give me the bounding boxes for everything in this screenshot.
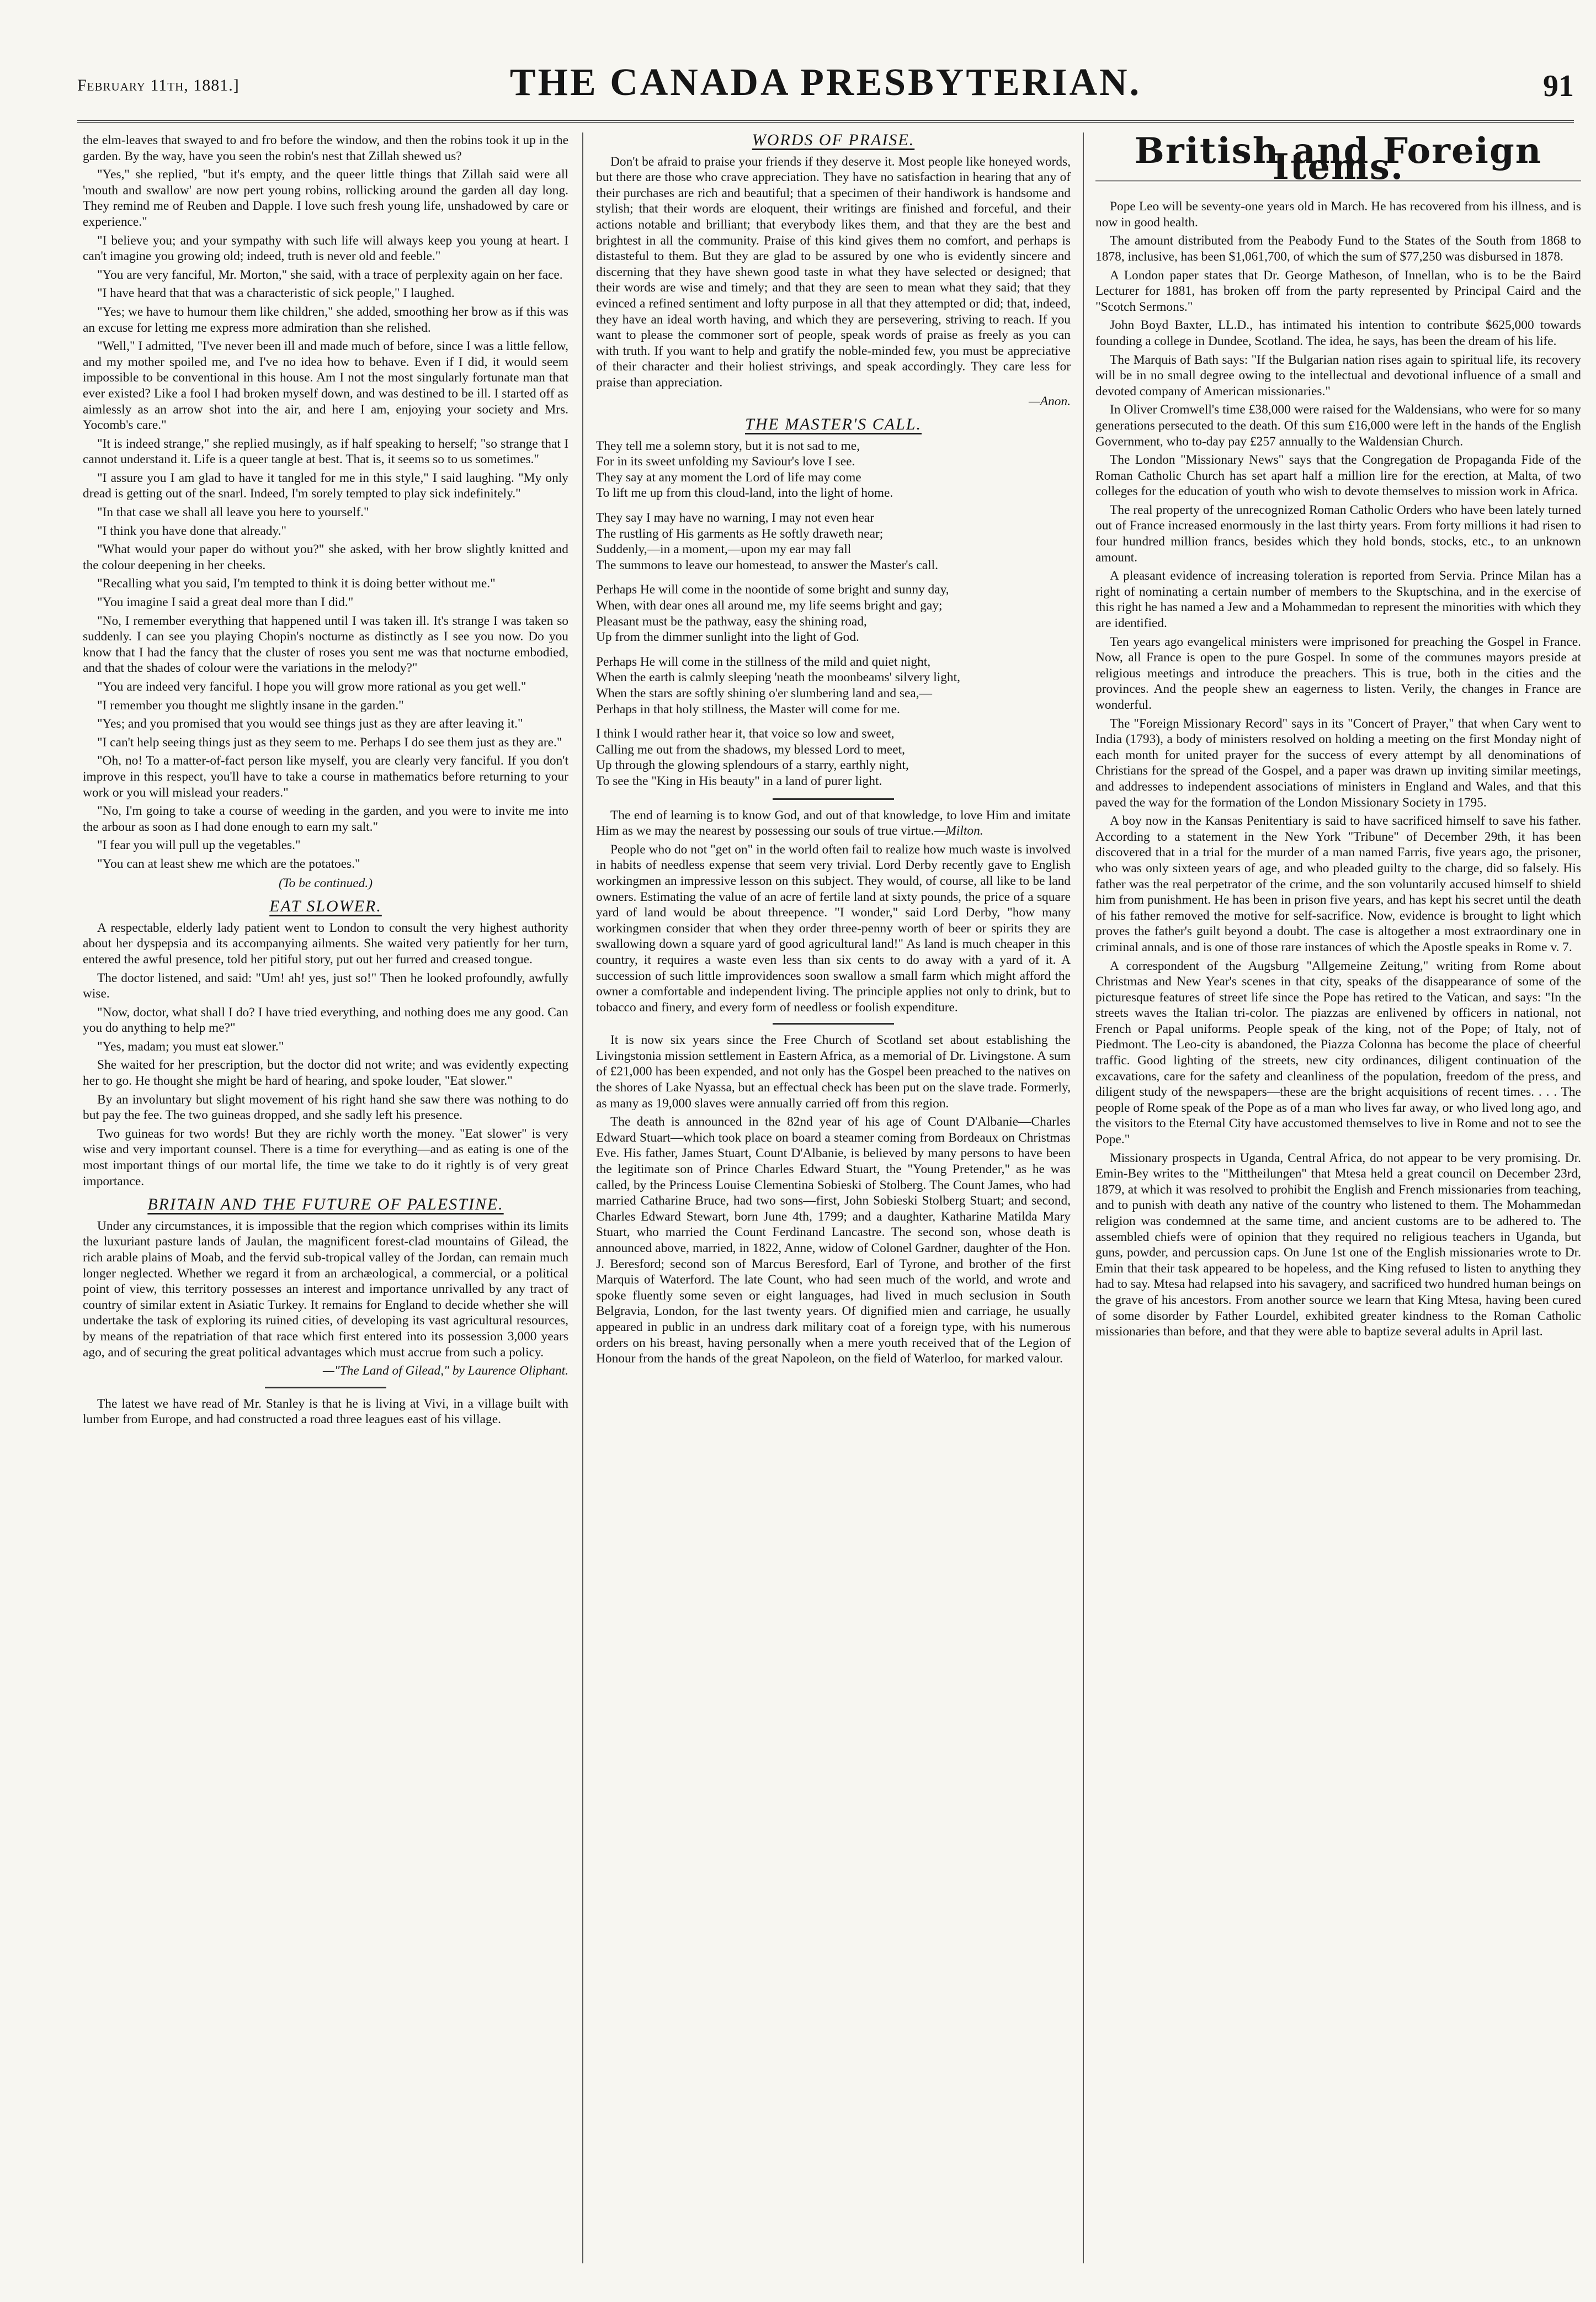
masters-call-heading: THE MASTER'S CALL. [745, 415, 922, 434]
news-item: A boy now in the Kansas Penitentiary is said to have sacrificed himself to save his father. According to a statement in the New York "Tribune" of December 29th, it has been discovered that in a trial for the murder of a man named Farris, five years ago, the prisoner, who was only sixteen years of age, and who pleaded guilty to the charge, did so falsely. His father was the real perpetrator of the crime, and the son voluntarily accused himself to shield him from punishment. He has been in prison five years, and has kept his secret until the death of his father removed the motive for self-sacrifice. Now, evidence is brought to light which proves the father's guilt beyond a doubt. The case is altogether a most extraordinary one in criminal annals, and is one of those rare instances of which the Apostle speaks in Rome v. 7. [1095, 814, 1581, 954]
story-paragraph: "Well," I admitted, "I've never been ill and made much of before, since I was a little fellow, and my mother spoiled me, and I've no idea how to behave. Even if I did, it would seem impossible to be conventional in this house. Am I not the most singularly fortunate man that ever existed? Like a fool I had broken myself down, and was destined to be ill. I started off as aimlessly as an arrow shot into the air, and here I am, enjoying your society and Mrs. Yocomb's care." [83, 339, 568, 433]
section-rule [773, 798, 894, 800]
article-paragraph: Two guineas for two words! But they are richly worth the money. "Eat slower" is very wise and very important counsel. There is a time for everything—and as eating is one of the most important things of our mortal life, the time we take to do it rightly is of very great importance. [83, 1126, 568, 1189]
news-item: John Boyd Baxter, LL.D., has intimated his intention to contribute $625,000 towards founding a college in Dundee, Scotland. The idea, he says, has been the dream of his life. [1095, 318, 1581, 348]
story-paragraph: "Yes; we have to humour them like children," she added, smoothing her brow as if this was an excuse for letting me express more admiration than she relished. [83, 304, 568, 335]
article-paragraph: A respectable, elderly lady patient went to London to consult the very highest authority about her dyspepsia and its accompanying ailments. She waited very patiently for her turn, entered the awful presence, told her pitiful story, put out her furred and creased tongue. [83, 920, 568, 967]
news-item: Missionary prospects in Uganda, Central Africa, do not appear to be very promising. Dr. Emin-Bey writes to the "Mittheilungen" that Mtesa held a great council on December 23rd, 1879, at which it was resolved to prohibit the English and French missionaries from teaching, and to punish with death any native of the country who listened to them. The Mohammedan religion was condemned at the same time, and ancient customs are to be adhered to. The assembled chiefs were of opinion that they required no religious teachers in Uganda, but guns, powder, and percussion caps. On June 1st one of the English missionaries wrote to Dr. Emin that their task appeared to be hopeless, and the King refused to listen to anything they had to say. Mtesa had relapsed into his savagery, and sacrificed two hundred human beings on the grave of his ancestors. From another source we learn that King Mtesa, having been cured of some disorder by Father Lourdel, exhibited greater kindness to the Roman Catholic missionaries than before, and that they were able to baptize several adults in April last. [1095, 1150, 1581, 1339]
story-paragraph: "I have heard that that was a characteristic of sick people," I laughed. [97, 286, 455, 301]
story-paragraph: "No, I remember everything that happened until I was taken ill. It's strange I was taken so suddenly. I can see you playing Chopin's nocturne as distinctly as I see you now. Do you know that I had the fancy that the cluster of roses you sent me was that nocturne embodied, and that the shades of colour were the variations in the melody?" [83, 613, 568, 676]
albanie-paragraph: The death is announced in the 82nd year of his age of Count D'Albanie—Charles Edward Stuart—which took place on board a steamer coming from Bordeaux on Christmas Eve. His father, James Stuart, Count D'Albanie, is believed by many persons to have been the legitimate son of Prince Charles Edward Stuart, the "Young Pretender," as he was called, by the Princess Louise Clementina Sobieski of Stolberg. The Count James, who had married Catharine Bruce, had two sons—first, John Sobieski Stolberg Stuart; and second, Charles Edward Stewart, born June 4th, 1799; and a daughter, Katharine Matilda Mary Stuart, who married the Count Ferdinand Lancastre. The second son, whose death is announced above, married, in 1822, Anne, widow of Colonel Gardner, daughter of the Hon. J. Beresford; second son of Marcus Beresford, Earl of Tyrone, and brother of the first Marquis of Waterford. The late Count, who had seen much of the world, and wrote and spoke fluently some seven or eight languages, had lived in much seclusion in South Belgravia, London, for the last twenty years. Of dignified mien and carriage, he usually appeared in public in an undress dark military coat of a foreign type, with his numerous orders on his breast, having personally when a mere youth received that of the Legion of Honour from the hands of the great Napoleon, on the field of Waterloo, for marked valour. [596, 1115, 1071, 1366]
header-rule [77, 120, 1574, 123]
news-item: The London "Missionary News" says that the Congregation de Propaganda Fide of the Roman Catholic Church has set apart half a million lire for the erection, at Malta, of two colleges for the education of youth who wish to devote themselves to mission work in Africa. [1095, 453, 1581, 499]
article-paragraph: The doctor listened, and said: "Um! ah! yes, just so!" Then he looked profoundly, awfully wise. [83, 970, 568, 1001]
issue-date: February 11th, 1881.] [77, 76, 240, 94]
people-paragraph: People who do not "get on" in the world often fail to realize how much waste is involved in habits of needless expense that seem very trivial. Lord Derby recently gave to English workingmen an impressive lesson on this subject. They would, of course, all like to be land owners. Estimating the value of an acre of fertile land at sixty pounds, the price of a square yard of land would be about threepence. "I wonder," said Lord Derby, "how many workingmen consider that when they order three-penny worth of beer or spirits they are swallowing down a square yard of good agricultural land!" As land is much cheaper in this country, it requires a waste even less than six cents to do away with a yard of it. A succession of such little improvidences soon swallow a small farm which might afford the owner a comfortable and independent living. The principle applies not only to drink, but to tobacco and finery, and every form of needless or foolish expenditure. [596, 842, 1071, 1015]
article-paragraph: Under any circumstances, it is impossible that the region which comprises within its limits the luxuriant pasture lands of Jaulan, the magnificent forest-clad mountains of Gilead, the rich arable plains of Moab, and the fervid sub-tropical valley of the Jordan, can remain much longer neglected. Whether we regard it from an archæological, a commercial, or a political point of view, this territory possesses an interest and importance unrivalled by any tract of country of similar extent in Asiatic Turkey. It remains for England to decide whether she will undertake the task of exploring its ruined cities, of developing its vast agricultural resources, by means of the repatriation of that race which first entered into its possession 3,000 years ago, and of securing the great political advantages which must accrue from such a policy. [83, 1218, 568, 1360]
poem-line: They say at any moment the Lord of life may come [596, 470, 861, 485]
section-rule [773, 1023, 894, 1025]
poem-line: To see the "King in His beauty" in a land of purer light. [596, 773, 882, 788]
poem-line: Perhaps He will come in the noontide of some bright and sunny day, [596, 582, 949, 597]
poem-stanza [596, 510, 1071, 573]
story-paragraph: "Oh, no! To a matter-of-fact person like myself, you are clearly very fanciful. If you don't improve in this respect, you'll have to take a course in mathematics before returning to your work or you will mislead your readers." [83, 754, 568, 800]
story-paragraph: "Yes; and you promised that you would see things just as they are after leaving it." [97, 717, 523, 731]
poem-stanza [596, 582, 1071, 645]
story-paragraph: "I think you have done that already." [97, 523, 286, 538]
news-item: The "Foreign Missionary Record" says in its "Concert of Prayer," that when Cary went to India (1793), a body of ministers resolved on holding a meeting on the first Monday night of each month for united prayer for the success of every attempt by all denominations of Christians for the spread of the Gospel, and a paper was drawn up inviting similar meetings, and addresses to independent associations of ministers in England and Wales, and that this paved the way for the formation of the London Missionary Society in 1795. [1095, 716, 1581, 810]
newspaper-title: THE CANADA PRESBYTERIAN. [509, 61, 1142, 104]
learning-quote [596, 808, 1071, 839]
words-of-praise-heading: WORDS OF PRAISE. [752, 132, 915, 149]
page-number: 91 [1543, 69, 1574, 103]
article-paragraph: By an involuntary but slight movement of his right hand she saw there was nothing to do but pay the fee. The two guineas dropped, and she sadly left his presence. [83, 1092, 568, 1123]
article-paragraph: Don't be afraid to praise your friends if they deserve it. Most people like honeyed words, but there are those who crave appreciation. They have no satisfaction in hearing that any of their purchases are rich and beautiful; that a specimen of their handiwork is handsome and stylish; that their words are eloquent, their writings are finished and forceful, and their actions notable and brilliant; that everybody likes them, and that they are the best and brightest in all the community. Praise of this kind gives them no comfort, and perhaps is distasteful to them. But they are glad to be assured by one who is evidently sincere and discerning that they have shewn good taste in what they have selected or designed; that their words are wise and timely; and that they are seen to mean what they said; that they evinced a refined sentiment and lofty purpose in all that they attempted or did; that, indeed, they have an ideal worth having, and which they are persevering, striving to reach. If you want to please the commoner sort of people, speak words of praise as freely as you can with truth. If you want to help and gratify the noble-minded few, you must be appreciative of their character and their holiest strivings, and speak accordingly. They care less for praise than appreciation. [596, 154, 1071, 390]
poem-line: When, with dear ones all around me, my life seems bright and gay; [596, 598, 943, 613]
column-right [1095, 132, 1581, 2263]
poem-line: Calling me out from the shadows, my blessed Lord to meet, [596, 742, 905, 757]
to-be-continued: (To be continued.) [279, 876, 373, 890]
news-item: The amount distributed from the Peabody Fund to the States of the South from 1868 to 1878, inclusive, has been $1,061,700, of which the sum of $77,250 was disbursed in 1878. [1095, 234, 1581, 264]
poem-stanza [596, 438, 1071, 501]
story-paragraph: "Yes," she replied, "but it's empty, and the queer little things that Zillah said were all 'mouth and swallow' are now pert young robins, rollicking around the garden all day long. They remind me of Reuben and Dapple. I love such fresh young life, unshadowed by care or experience." [83, 167, 568, 229]
story-paragraph: "No, I'm going to take a course of weeding in the garden, and you were to invite me into the arbour as soon as I had done enough to earn my salt." [83, 804, 568, 834]
article-paragraph: "Now, doctor, what shall I do? I have tried everything, and nothing does me any good. Can you do anything to help me?" [83, 1005, 568, 1036]
story-paragraph: "I assure you I am glad to have it tangled for me in this style," I said laughing. "My only dread is getting out of the snarl. Indeed, I'm sorely tempted to play sick indefinitely." [83, 470, 568, 501]
story-paragraph: "It is indeed strange," she replied musingly, as if half speaking to herself; "so strange that I cannot understand it. Life is a queer tangle at best. That is, it seems so to us sometimes." [83, 436, 568, 467]
story-paragraph: "I believe you; and your sympathy with such life will always keep you young at heart. I can't imagine you growing old; indeed, truth is never old and feeble." [83, 233, 568, 264]
news-item: In Oliver Cromwell's time £38,000 were raised for the Waldensians, who were for so many generations persecuted to the death. Of this sum £16,000 were left in the hands of the English Government, who to-day pay £257 annually to the Waldensian Church. [1095, 402, 1581, 449]
poem-stanza [596, 726, 1071, 789]
article-paragraph: "Yes, madam; you must eat slower." [97, 1039, 284, 1054]
story-paragraph: "You can at least shew me which are the potatoes." [97, 856, 360, 871]
learning-attribution: —Milton. [934, 824, 983, 839]
story-paragraph: the elm-leaves that swayed to and fro before the window, and then the robins took it up in the garden. By the way, have you seen the robin's nest that Zillah shewed us? [83, 133, 568, 163]
column-middle [596, 132, 1071, 2263]
news-item: Ten years ago evangelical ministers were imprisoned for preaching the Gospel in France. Now, all France is open to the pure Gospel. In some of the communes mayors preside at religious meetings and introduce the preachers. This is true, both in the cities and the provinces. And the people shew an eagerness to listen. Verily, the changes in France are wonderful. [1095, 634, 1581, 712]
livingstonia-paragraph: It is now six years since the Free Church of Scotland set about establishing the Livingstonia mission settlement in Eastern Africa, as a memorial of Dr. Livingstone. A sum of £21,000 has been expended, and not only has the Gospel been preached to the natives on the shores of Lake Nyassa, but an effectual check has been put on the slave trade. Formerly, as many as 19,000 slaves were annually carried off from this region. [596, 1033, 1071, 1111]
poem-line: Up from the dimmer sunlight into the light of God. [596, 630, 859, 645]
column-divider [582, 132, 583, 2263]
poem-line: To lift me up from this cloud-land, into the light of home. [596, 486, 893, 501]
poem-line: They tell me a solemn story, but it is not sad to me, [596, 438, 860, 453]
news-item: The Marquis of Bath says: "If the Bulgarian nation rises again to spiritual life, its recovery will be in no small degree owing to the intellectual and devotional influence of a small and devoted company of American missionaries." [1095, 352, 1581, 399]
poem-line: They say I may have no warning, I may not even hear [596, 511, 875, 526]
poem-stanza [596, 654, 1071, 717]
story-paragraph: "I remember you thought me slightly insane in the garden." [97, 698, 404, 713]
article-attribution: —"The Land of Gilead," by Laurence Oliphant. [323, 1364, 568, 1378]
story-paragraph: "I can't help seeing things just as they seem to me. Perhaps I do see them just as they are." [97, 735, 562, 750]
section-rule [265, 1387, 386, 1388]
article-paragraph: She waited for her prescription, but the doctor did not write; and was evidently expecting her to go. He thought she might be hard of hearing, and spoke louder, "Eat slower." [83, 1058, 568, 1089]
poem-line: When the stars are softly shining o'er slumbering land and sea,— [596, 686, 932, 701]
poem-line: I think I would rather hear it, that voice so low and sweet, [596, 726, 895, 741]
column-left [83, 132, 568, 2263]
poem-line: Up through the glowing splendours of a starry, earthly night, [596, 758, 909, 773]
masthead [77, 55, 1574, 116]
poem-line: The rustling of His garments as He softly draweth near; [596, 526, 884, 541]
story-paragraph: "You are very fanciful, Mr. Morton," she said, with a trace of perplexity again on her face. [97, 267, 563, 282]
column-divider [1083, 132, 1084, 2263]
poem-line: Suddenly,—in a moment,—upon my ear may fall [596, 542, 852, 557]
poem-line: The summons to leave our homestead, to answer the Master's call. [596, 558, 939, 572]
news-item: The real property of the unrecognized Roman Catholic Orders who have been lately turned out of France increased enormously in the last thirty years. From forty millions it had risen to four hundred million francs, besides which they hold bonds, stocks, etc., to an unknown amount. [1095, 502, 1581, 565]
poem-line: Pleasant must be the pathway, easy the shining road, [596, 614, 867, 629]
palestine-heading: BRITAIN AND THE FUTURE OF PALESTINE. [147, 1195, 504, 1214]
story-paragraph: "What would your paper do without you?" she asked, with her brow slightly knitted and the colour deepening in her cheeks. [83, 542, 568, 572]
article-attribution: —Anon. [1028, 394, 1071, 409]
story-paragraph: "You imagine I said a great deal more than I did." [97, 595, 354, 610]
news-item: Pope Leo will be seventy-one years old in March. He has recovered from his illness, and is now in good health. [1095, 199, 1581, 230]
news-item: A correspondent of the Augsburg "Allgemeine Zeitung," writing from Rome about Christmas and New Year's scenes in that city, speaks of the disappearance of some of the picturesque features of street life since the Pope has retired to the Vatican, and says: "In the streets waves the Italian tri-color. The piazzas are enlivened by officers in national, not French or Papal uniforms. People speak of the king, not of the Pope; of Italy, not of Piedmont. The Leo-city is abandoned, the Piazza Colonna has become the place of cheerful traffic. Good lighting of the streets, new city ordinances, diligent continuation of the excavations, care for the safety and cleanliness of the population, freedom of the press, and diligent study of the newspapers—these are the bright acquisitions of recent times. . . . The people of Rome speak of the Pope as of a man who lives far away, or who lived long ago, and the visitors to the Eternal City have accustomed themselves to live in Rome and not to see the Pope." [1095, 958, 1581, 1147]
news-item: A London paper states that Dr. George Matheson, of Innellan, who is to be the Baird Lecturer for 1881, has broken off from the party represented by Principal Caird and the "Scotch Sermons." [1095, 268, 1581, 314]
learning-text: The end of learning is to know God, and out of that knowledge, to love Him and imitate Him as we may the nearest by possessing our souls of true virtue. [596, 808, 1071, 839]
news-item: A pleasant evidence of increasing toleration is reported from Servia. Prince Milan has a right of nominating a certain number of members to the Skuptschina, and in the exercise of this right he has named a Jew and a Mohammedan to represent the minorities with which they are identified. [1095, 569, 1581, 631]
poem-line: Perhaps He will come in the stillness of the mild and quiet night, [596, 654, 931, 669]
poem-line: For in its sweet unfolding my Saviour's love I see. [596, 454, 855, 469]
story-paragraph: "You are indeed very fanciful. I hope you will grow more rational as you get well." [97, 680, 526, 694]
poem-line: Perhaps in that holy stillness, the Master will come for me. [596, 702, 900, 717]
story-paragraph: "In that case we shall all leave you here to yourself." [97, 505, 369, 520]
stanley-note: The latest we have read of Mr. Stanley is that he is living at Vivi, in a village built with lumber from Europe, and had constructed a road three leagues east of his village. [83, 1396, 568, 1427]
eat-slower-heading: EAT SLOWER. [269, 897, 382, 916]
poem-line: When the earth is calmly sleeping 'neath the moonbeams' silvery light, [596, 670, 960, 685]
story-paragraph: "I fear you will pull up the vegetables." [97, 838, 301, 853]
story-paragraph: "Recalling what you said, I'm tempted to think it is doing better without me." [97, 576, 496, 591]
british-foreign-items-heading: British and Foreign Items. [1095, 138, 1581, 182]
